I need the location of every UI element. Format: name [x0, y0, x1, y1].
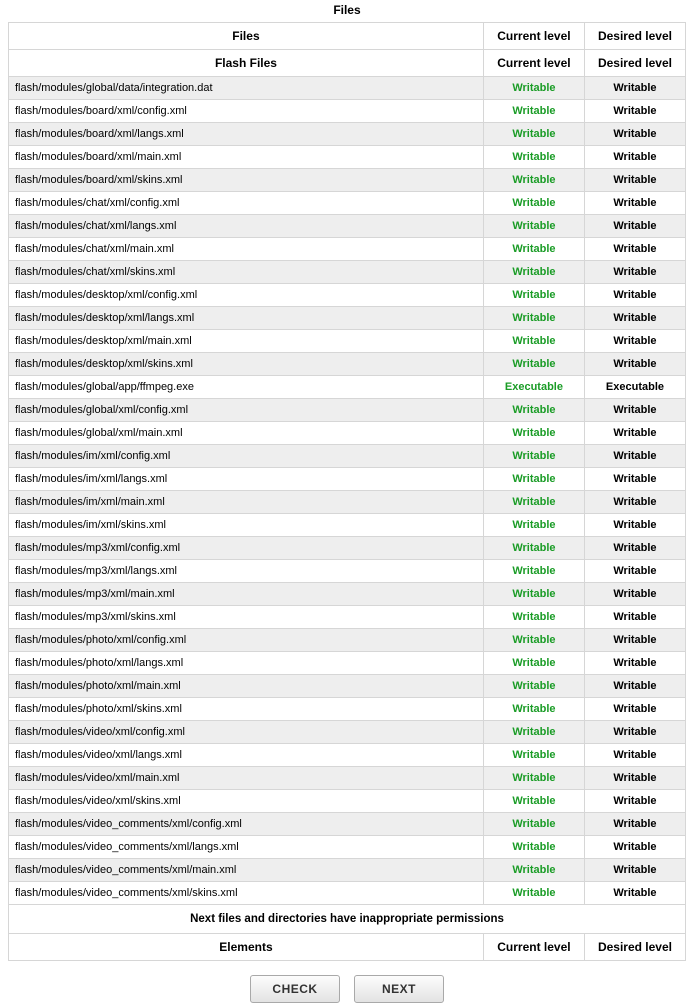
file-path-cell: flash/modules/mp3/xml/config.xml: [9, 537, 484, 560]
permissions-table: [8, 22, 686, 961]
file-path-cell: flash/modules/mp3/xml/skins.xml: [9, 606, 484, 629]
file-path-cell: flash/modules/global/data/integration.dat: [9, 77, 484, 100]
file-path-cell: flash/modules/board/xml/langs.xml: [9, 123, 484, 146]
current-level-cell: Writable: [483, 583, 584, 606]
table-row: [9, 445, 686, 468]
table-row: [9, 215, 686, 238]
table-row: [9, 100, 686, 123]
file-path-cell: flash/modules/photo/xml/skins.xml: [9, 698, 484, 721]
table-row: [9, 721, 686, 744]
current-level-cell: Writable: [483, 261, 584, 284]
table-row: [9, 882, 686, 905]
file-path-cell: flash/modules/board/xml/config.xml: [9, 100, 484, 123]
desired-level-cell: Writable: [584, 77, 685, 100]
file-path-cell: flash/modules/chat/xml/config.xml: [9, 192, 484, 215]
next-button[interactable]: NEXT: [354, 975, 444, 1003]
file-path-cell: flash/modules/desktop/xml/config.xml: [9, 284, 484, 307]
desired-level-cell: Writable: [584, 652, 685, 675]
file-path-cell: flash/modules/photo/xml/main.xml: [9, 675, 484, 698]
desired-level-cell: Writable: [584, 721, 685, 744]
current-level-cell: Writable: [483, 123, 584, 146]
current-level-cell: Writable: [483, 767, 584, 790]
table-row: [9, 284, 686, 307]
header-desired-level: Desired level: [584, 23, 685, 50]
table-row: [9, 238, 686, 261]
page-title: Files: [333, 3, 361, 17]
footer-desired-level: Desired level: [584, 934, 685, 961]
file-path-cell: flash/modules/chat/xml/skins.xml: [9, 261, 484, 284]
current-level-cell: Writable: [483, 744, 584, 767]
footer-current-level: Current level: [483, 934, 584, 961]
table-row: [9, 491, 686, 514]
file-path-cell: flash/modules/global/xml/main.xml: [9, 422, 484, 445]
current-level-cell: Writable: [483, 675, 584, 698]
file-path-cell: flash/modules/im/xml/skins.xml: [9, 514, 484, 537]
subheader-flash-files: Flash Files: [9, 50, 484, 77]
table-row: [9, 767, 686, 790]
current-level-cell: Writable: [483, 215, 584, 238]
desired-level-cell: Writable: [584, 146, 685, 169]
table-row: [9, 606, 686, 629]
desired-level-cell: Writable: [584, 491, 685, 514]
current-level-cell: Writable: [483, 330, 584, 353]
desired-level-cell: Writable: [584, 813, 685, 836]
desired-level-cell: Writable: [584, 169, 685, 192]
table-row: [9, 744, 686, 767]
current-level-cell: Writable: [483, 836, 584, 859]
table-row: [9, 675, 686, 698]
current-level-cell: Writable: [483, 629, 584, 652]
desired-level-cell: Writable: [584, 583, 685, 606]
file-path-cell: flash/modules/video_comments/xml/main.xml: [9, 859, 484, 882]
current-level-cell: Writable: [483, 882, 584, 905]
table-footer-row: [9, 934, 686, 961]
current-level-cell: Writable: [483, 192, 584, 215]
current-level-cell: Writable: [483, 790, 584, 813]
table-row: [9, 422, 686, 445]
table-row: [9, 192, 686, 215]
action-buttons: [8, 961, 686, 1003]
current-level-cell: Writable: [483, 652, 584, 675]
desired-level-cell: Writable: [584, 123, 685, 146]
current-level-cell: Writable: [483, 514, 584, 537]
header-files: Files: [9, 23, 484, 50]
file-path-cell: flash/modules/chat/xml/main.xml: [9, 238, 484, 261]
check-button[interactable]: CHECK: [250, 975, 340, 1003]
desired-level-cell: Writable: [584, 698, 685, 721]
desired-level-cell: Writable: [584, 330, 685, 353]
current-level-cell: Writable: [483, 560, 584, 583]
desired-level-cell: Writable: [584, 353, 685, 376]
desired-level-cell: Writable: [584, 307, 685, 330]
desired-level-cell: Writable: [584, 100, 685, 123]
table-footer-body: [9, 905, 686, 961]
file-path-cell: flash/modules/video/xml/skins.xml: [9, 790, 484, 813]
desired-level-cell: Writable: [584, 744, 685, 767]
table-row: [9, 376, 686, 399]
table-row: [9, 514, 686, 537]
file-path-cell: flash/modules/global/xml/config.xml: [9, 399, 484, 422]
desired-level-cell: Writable: [584, 192, 685, 215]
file-path-cell: flash/modules/board/xml/main.xml: [9, 146, 484, 169]
desired-level-cell: Writable: [584, 514, 685, 537]
table-row: [9, 537, 686, 560]
desired-level-cell: Writable: [584, 767, 685, 790]
desired-level-cell: Writable: [584, 215, 685, 238]
file-path-cell: flash/modules/global/app/ffmpeg.exe: [9, 376, 484, 399]
desired-level-cell: Writable: [584, 859, 685, 882]
table-row: [9, 330, 686, 353]
table-body: [9, 77, 686, 905]
file-path-cell: flash/modules/mp3/xml/langs.xml: [9, 560, 484, 583]
file-path-cell: flash/modules/desktop/xml/main.xml: [9, 330, 484, 353]
desired-level-cell: Writable: [584, 606, 685, 629]
desired-level-cell: Writable: [584, 284, 685, 307]
current-level-cell: Executable: [483, 376, 584, 399]
current-level-cell: Writable: [483, 698, 584, 721]
current-level-cell: Writable: [483, 169, 584, 192]
desired-level-cell: Writable: [584, 675, 685, 698]
current-level-cell: Writable: [483, 77, 584, 100]
file-path-cell: flash/modules/desktop/xml/langs.xml: [9, 307, 484, 330]
file-path-cell: flash/modules/photo/xml/config.xml: [9, 629, 484, 652]
file-path-cell: flash/modules/board/xml/skins.xml: [9, 169, 484, 192]
desired-level-cell: Writable: [584, 238, 685, 261]
table-header-row: [9, 23, 686, 50]
table-row: [9, 836, 686, 859]
desired-level-cell: Writable: [584, 422, 685, 445]
current-level-cell: Writable: [483, 468, 584, 491]
file-path-cell: flash/modules/desktop/xml/skins.xml: [9, 353, 484, 376]
current-level-cell: Writable: [483, 284, 584, 307]
current-level-cell: Writable: [483, 399, 584, 422]
file-path-cell: flash/modules/video_comments/xml/skins.xml: [9, 882, 484, 905]
file-path-cell: flash/modules/im/xml/config.xml: [9, 445, 484, 468]
current-level-cell: Writable: [483, 813, 584, 836]
notice-row: [9, 905, 686, 934]
table-row: [9, 77, 686, 100]
footer-elements: Elements: [9, 934, 484, 961]
current-level-cell: Writable: [483, 606, 584, 629]
table-row: [9, 859, 686, 882]
table-row: [9, 560, 686, 583]
current-level-cell: Writable: [483, 537, 584, 560]
desired-level-cell: Writable: [584, 560, 685, 583]
table-row: [9, 468, 686, 491]
file-path-cell: flash/modules/im/xml/main.xml: [9, 491, 484, 514]
current-level-cell: Writable: [483, 491, 584, 514]
desired-level-cell: Executable: [584, 376, 685, 399]
table-row: [9, 261, 686, 284]
desired-level-cell: Writable: [584, 537, 685, 560]
table-subheader-row: [9, 50, 686, 77]
desired-level-cell: Writable: [584, 445, 685, 468]
file-path-cell: flash/modules/im/xml/langs.xml: [9, 468, 484, 491]
desired-level-cell: Writable: [584, 261, 685, 284]
desired-level-cell: Writable: [584, 882, 685, 905]
table-row: [9, 353, 686, 376]
file-path-cell: flash/modules/video_comments/xml/langs.xml: [9, 836, 484, 859]
subheader-current-level: Current level: [483, 50, 584, 77]
table-row: [9, 146, 686, 169]
current-level-cell: Writable: [483, 146, 584, 169]
file-path-cell: flash/modules/mp3/xml/main.xml: [9, 583, 484, 606]
current-level-cell: Writable: [483, 353, 584, 376]
table-row: [9, 583, 686, 606]
file-path-cell: flash/modules/video/xml/main.xml: [9, 767, 484, 790]
desired-level-cell: Writable: [584, 468, 685, 491]
desired-level-cell: Writable: [584, 836, 685, 859]
file-path-cell: flash/modules/video/xml/config.xml: [9, 721, 484, 744]
current-level-cell: Writable: [483, 100, 584, 123]
table-row: [9, 790, 686, 813]
table-row: [9, 123, 686, 146]
desired-level-cell: Writable: [584, 399, 685, 422]
current-level-cell: Writable: [483, 445, 584, 468]
current-level-cell: Writable: [483, 422, 584, 445]
table-row: [9, 399, 686, 422]
desired-level-cell: Writable: [584, 790, 685, 813]
table-row: [9, 813, 686, 836]
table-row: [9, 698, 686, 721]
current-level-cell: Writable: [483, 307, 584, 330]
file-path-cell: flash/modules/video/xml/langs.xml: [9, 744, 484, 767]
current-level-cell: Writable: [483, 238, 584, 261]
subheader-desired-level: Desired level: [584, 50, 685, 77]
current-level-cell: Writable: [483, 721, 584, 744]
table-row: [9, 629, 686, 652]
header-current-level: Current level: [483, 23, 584, 50]
table-row: [9, 307, 686, 330]
file-path-cell: flash/modules/photo/xml/langs.xml: [9, 652, 484, 675]
notice-text: Next files and directories have inappropriate permissions: [9, 905, 686, 934]
current-level-cell: Writable: [483, 859, 584, 882]
table-row: [9, 652, 686, 675]
file-path-cell: flash/modules/video_comments/xml/config.xml: [9, 813, 484, 836]
file-path-cell: flash/modules/chat/xml/langs.xml: [9, 215, 484, 238]
desired-level-cell: Writable: [584, 629, 685, 652]
table-row: [9, 169, 686, 192]
